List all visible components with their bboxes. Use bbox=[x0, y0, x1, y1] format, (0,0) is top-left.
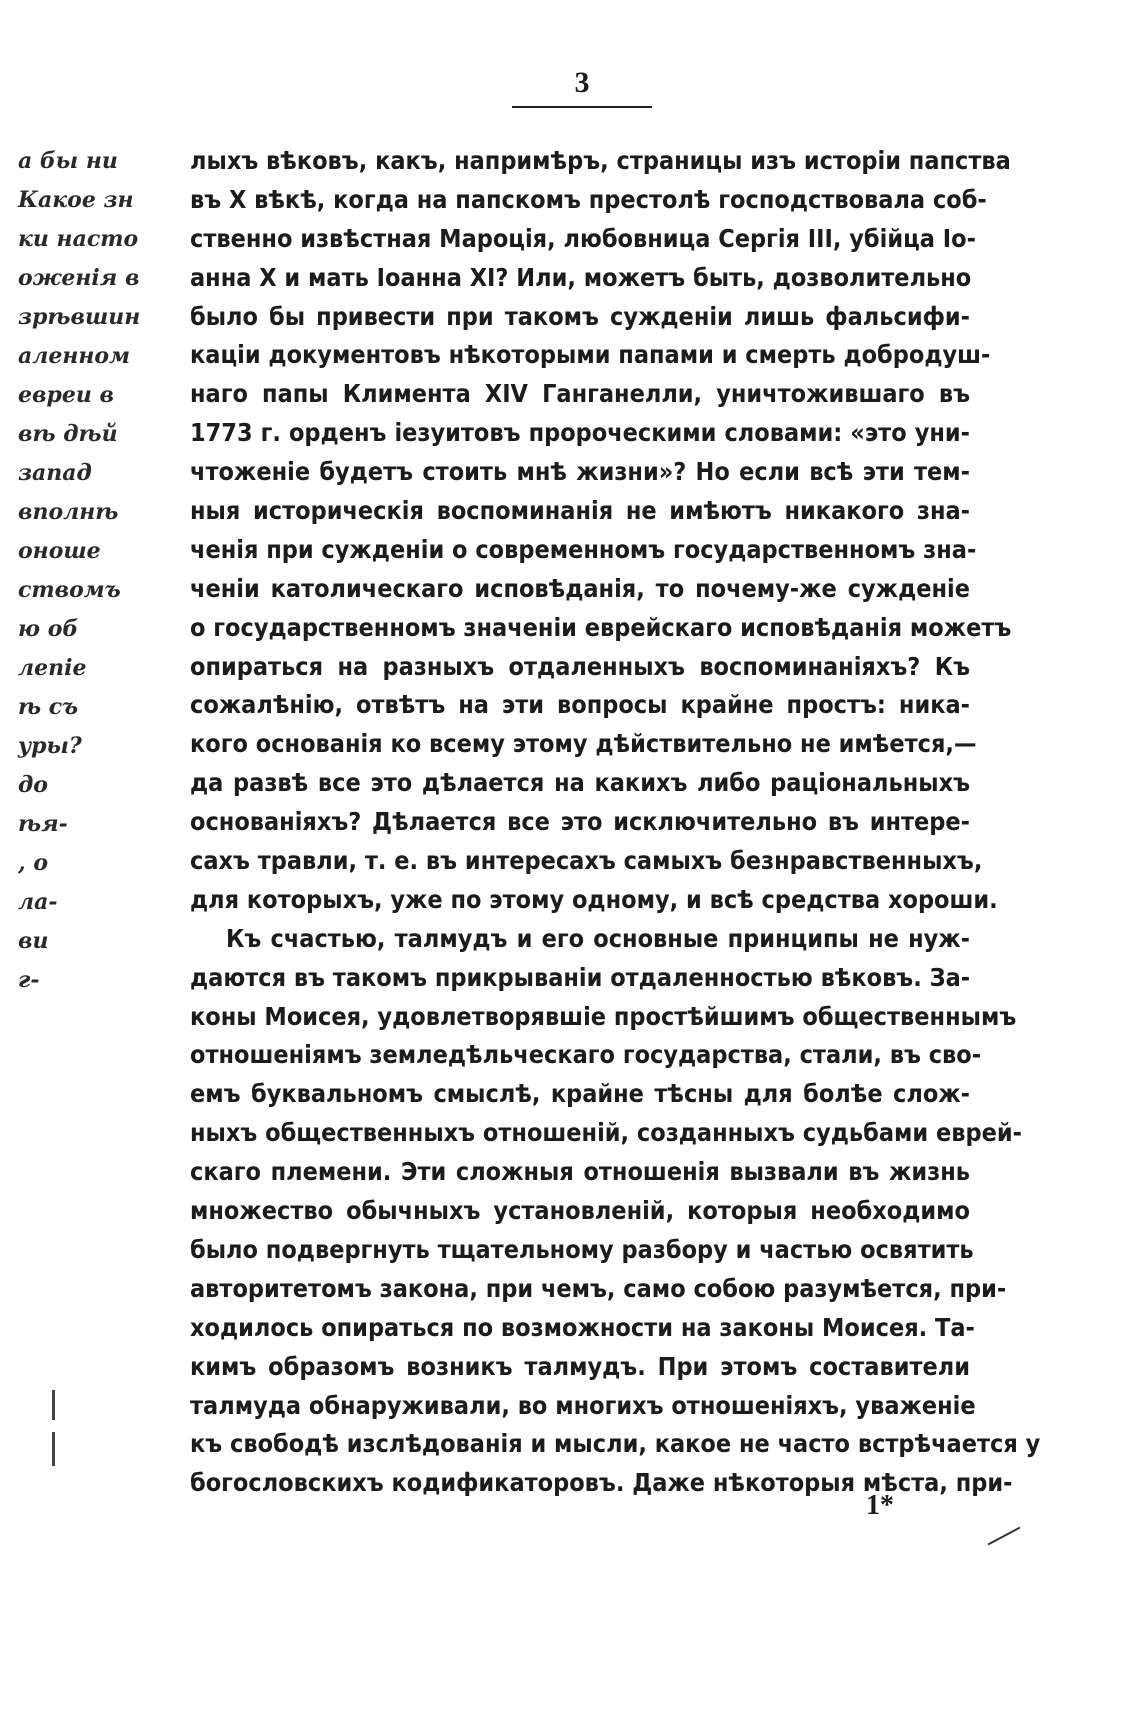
bleed-line: ствомъ bbox=[18, 577, 121, 603]
text-line: къ свободѣ изслѣдованія и мысли, какое не часто встрѣчается у bbox=[190, 1429, 1041, 1459]
bleed-line: оженія в bbox=[18, 265, 140, 291]
bleed-line: ю об bbox=[18, 616, 79, 642]
bleed-line: а бы ни bbox=[18, 148, 118, 174]
text-line: богословскихъ кодификаторовъ. Даже нѣкоторыя мѣста, при- bbox=[190, 1468, 1013, 1498]
text-line: сожалѣнію, отвѣтъ на эти вопросы крайне простъ: ника- bbox=[190, 690, 970, 720]
bleed-line: зрѣвшин bbox=[18, 304, 141, 330]
text-line: отношеніямъ земледѣльческаго государства, стали, въ сво- bbox=[190, 1040, 982, 1070]
stray-ink-mark bbox=[988, 1527, 1021, 1546]
text-line: даются въ такомъ прикрываніи отдаленностью вѣковъ. За- bbox=[190, 962, 971, 992]
edge-ink-mark bbox=[52, 1432, 55, 1466]
text-line: кого основанія ко всему этому дѣйствительно не имѣется,— bbox=[190, 729, 977, 759]
bleed-line: Какое зн bbox=[18, 187, 134, 213]
bleed-line: аленном bbox=[18, 343, 131, 369]
bleed-line: вѣ дѣй bbox=[18, 421, 118, 447]
text-line: да развѣ все это дѣлается на какихъ либо раціональныхъ bbox=[190, 768, 970, 798]
text-line: чтоженіе будетъ стоить мнѣ жизни»? Но если всѣ эти тем- bbox=[190, 457, 970, 487]
text-line: ченіи католическаго исповѣданія, то почему-же сужденіе bbox=[190, 573, 970, 603]
text-line: авторитетомъ закона, при чемъ, само собою разумѣется, при- bbox=[190, 1273, 1007, 1303]
bleed-line: ла- bbox=[18, 889, 58, 915]
bleed-line: ѣя- bbox=[18, 811, 68, 837]
bleed-line: г- bbox=[18, 967, 40, 993]
bleed-line: ѣ съ bbox=[18, 694, 79, 720]
text-line: въ X вѣкѣ, когда на папскомъ престолѣ господствовала соб- bbox=[190, 184, 987, 214]
text-line: ченія при сужденіи о современномъ государственномъ зна- bbox=[190, 534, 977, 564]
text-line: сахъ травли, т. е. въ интересахъ самыхъ безнравственныхъ, bbox=[190, 846, 983, 876]
text-line: опираться на разныхъ отдаленныхъ воспоминаніяхъ? Къ bbox=[190, 651, 970, 681]
bleed-line: лепіе bbox=[18, 655, 87, 681]
text-line: ныя историческія воспоминанія не имѣютъ никакого зна- bbox=[190, 496, 970, 526]
text-line: множество обычныхъ установленій, которыя необходимо bbox=[190, 1196, 970, 1226]
text-line: ственно извѣстная Мароція, любовница Сергія III, убійца Іо- bbox=[190, 223, 976, 253]
text-line: основаніяхъ? Дѣлается все это исключительно въ интере- bbox=[190, 807, 970, 837]
bleed-line: ки насто bbox=[18, 226, 139, 252]
bleed-line: запад bbox=[18, 460, 92, 486]
text-line: емъ буквальномъ смыслѣ, крайне тѣсны для болѣе слож- bbox=[190, 1079, 970, 1109]
text-line: о государственномъ значеніи еврейскаго исповѣданія можетъ bbox=[190, 612, 1012, 642]
text-line: кимъ образомъ возникъ талмудъ. При этомъ составители bbox=[190, 1351, 970, 1381]
text-line: Къ счастью, талмудъ и его основные принципы не нуж- bbox=[226, 923, 970, 953]
text-line: было подвергнуть тщательному разбору и частью освятить bbox=[190, 1234, 974, 1264]
bleed-line: евреи в bbox=[18, 382, 114, 408]
page-number: 3 bbox=[512, 66, 652, 108]
bleed-line: ви bbox=[18, 928, 49, 954]
bleed-line: до bbox=[18, 772, 48, 798]
text-line: коны Моисея, удовлетворявшіе простѣйшимъ общественнымъ bbox=[190, 1001, 1017, 1031]
text-line: было бы привести при такомъ сужденіи лишь фальсифи- bbox=[190, 301, 970, 331]
text-line: наго папы Климента XIV Ганганелли, уничтожившаго въ bbox=[190, 379, 970, 409]
bleed-line: уры? bbox=[18, 733, 82, 759]
text-line: каціи документовъ нѣкоторыми папами и смерть добродуш- bbox=[190, 340, 991, 370]
text-line: анна X и мать Іоанна XI? Или, можетъ быть, дозволительно bbox=[190, 262, 972, 292]
text-line: 1773 г. орденъ іезуитовъ пророческими словами: «это уни- bbox=[190, 418, 970, 448]
body-text bbox=[190, 142, 1041, 1503]
bleed-through-text bbox=[18, 142, 141, 1000]
text-line: лыхъ вѣковъ, какъ, напримѣръ, страницы изъ исторіи папства bbox=[190, 146, 1011, 175]
text-line: ходилось опираться по возможности на законы Моисея. Та- bbox=[190, 1312, 975, 1342]
bleed-line: , о bbox=[18, 850, 48, 876]
text-line: ныхъ общественныхъ отношеній, созданныхъ судьбами еврей- bbox=[190, 1118, 1022, 1148]
signature-mark: 1* bbox=[866, 1490, 894, 1521]
edge-ink-mark bbox=[52, 1390, 55, 1420]
bleed-line: оноше bbox=[18, 538, 101, 564]
text-line: скаго племени. Эти сложныя отношенія вызвали въ жизнь bbox=[190, 1157, 970, 1187]
text-line: для которыхъ, уже по этому одному, и всѣ средства хороши. bbox=[190, 884, 998, 914]
bleed-line: вполнѣ bbox=[18, 499, 119, 525]
text-line: талмуда обнаруживали, во многихъ отношеніяхъ, уваженіе bbox=[190, 1390, 976, 1420]
